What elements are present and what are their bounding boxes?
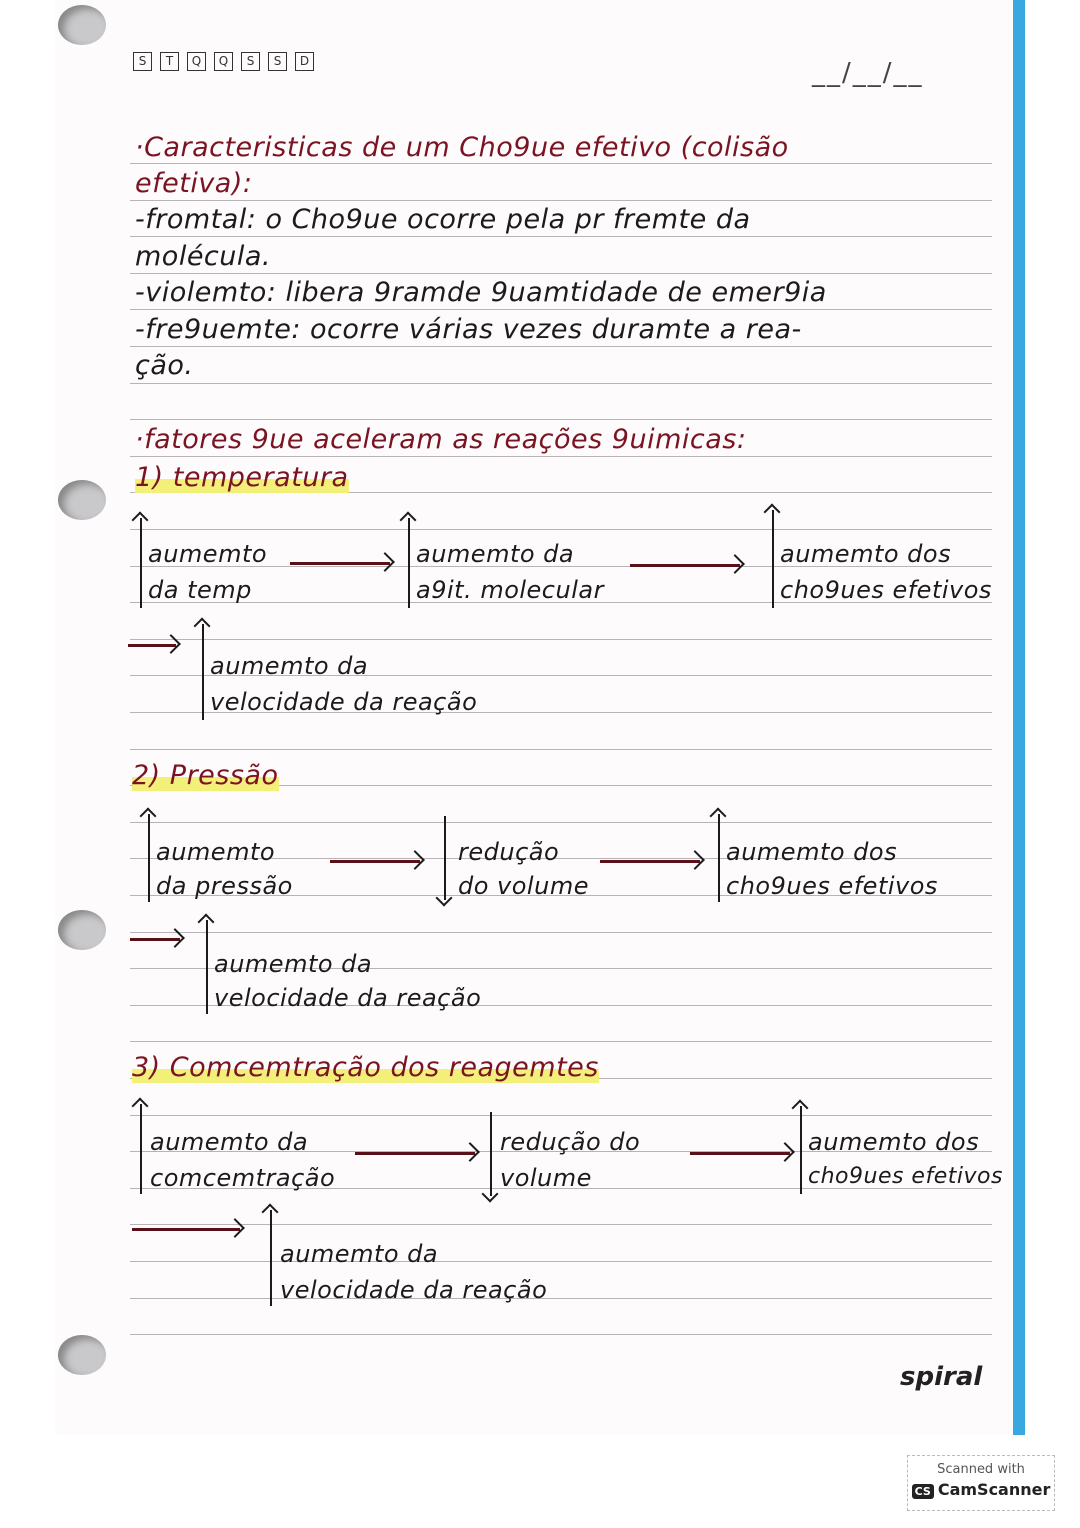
step-text: aumemto dos (726, 838, 898, 866)
right-arrow-icon (132, 1228, 240, 1231)
ruled-line (130, 200, 992, 201)
step-text: velocidade da reação (210, 688, 478, 716)
up-arrow-icon (206, 920, 208, 1014)
weekday-boxes (133, 52, 314, 71)
ruled-line (130, 749, 992, 750)
step-text: aumemto dos (808, 1128, 980, 1156)
camscanner-label: CamScanner (937, 1480, 1051, 1499)
step-text: da temp (148, 576, 252, 604)
factor-heading: 1) temperatura (135, 462, 349, 493)
up-arrow-icon (140, 518, 142, 608)
ruled-line (130, 1261, 992, 1262)
ruled-line (130, 639, 992, 640)
step-text: aumemto (148, 540, 268, 568)
camscanner-logo-icon: CS (912, 1484, 934, 1499)
spiral-hole (58, 5, 106, 45)
weekday-box: S (241, 52, 260, 71)
step-text: aumemto da (210, 652, 369, 680)
weekday-box: Q (187, 52, 206, 71)
right-arrow-icon (600, 860, 700, 863)
ruled-line (130, 273, 992, 274)
step-text: cho9ues efetivos (780, 576, 992, 604)
step-text: aumemto dos (780, 540, 952, 568)
section-title: ·fatores 9ue aceleram as reações 9uimicas: (135, 424, 747, 455)
step-text: da pressão (156, 872, 293, 900)
scanned-with-label: Scanned with (937, 1462, 1025, 1477)
spiral-hole (58, 910, 106, 950)
right-arrow-icon (630, 564, 740, 567)
page-edge (1013, 0, 1025, 1435)
note-line: -fromtal: o Cho9ue ocorre pela pr fremte da (135, 204, 751, 235)
weekday-box: S (133, 52, 152, 71)
ruled-line (130, 1115, 992, 1116)
up-arrow-icon (202, 624, 204, 720)
section-title: ·Caracteristicas de um Cho9ue efetivo (colisão (135, 132, 789, 163)
step-text: volume (500, 1164, 592, 1192)
spiral-hole (58, 1335, 106, 1375)
factor-heading: 2) Pressão (132, 760, 279, 791)
step-text: cho9ues efetivos (726, 872, 938, 900)
weekday-box: Q (214, 52, 233, 71)
ruled-line (130, 419, 992, 420)
spiral-hole (58, 480, 106, 520)
step-text: do volume (458, 872, 589, 900)
weekday-box: T (160, 52, 179, 71)
step-text: comcemtração (150, 1164, 336, 1192)
right-arrow-icon (330, 860, 420, 863)
up-arrow-icon (140, 1104, 142, 1194)
step-text: redução (458, 838, 560, 866)
factor-heading: 3) Comcemtração dos reagemtes (132, 1052, 599, 1083)
step-text: a9it. molecular (416, 576, 604, 604)
up-arrow-icon (408, 518, 410, 608)
right-arrow-icon (130, 938, 180, 941)
note-line: -violemto: libera 9ramde 9uamtidade de emer9ia (135, 277, 827, 308)
down-arrow-icon (444, 816, 446, 900)
note-line: -fre9uemte: ocorre várias vezes duramte a rea- (135, 314, 802, 345)
step-text: velocidade da reação (280, 1276, 548, 1304)
section-title-cont: efetiva): (135, 168, 253, 199)
weekday-box: S (268, 52, 287, 71)
ruled-line (130, 822, 992, 823)
right-arrow-icon (290, 562, 390, 565)
ruled-line (130, 456, 992, 457)
step-text: redução do (500, 1128, 641, 1156)
up-arrow-icon (772, 510, 774, 608)
step-text: aumemto da (214, 950, 373, 978)
right-arrow-icon (690, 1152, 790, 1155)
date-field: __/__/__ (812, 58, 924, 88)
ruled-line (130, 529, 992, 530)
step-text: aumemto da (280, 1240, 439, 1268)
ruled-line (130, 346, 992, 347)
ruled-line (130, 236, 992, 237)
camscanner-badge (907, 1455, 1055, 1511)
ruled-line (130, 932, 992, 933)
step-text: aumemto da (150, 1128, 309, 1156)
ruled-line (130, 163, 992, 164)
ruled-line (130, 1224, 992, 1225)
up-arrow-icon (800, 1106, 802, 1194)
ruled-line (130, 1041, 992, 1042)
step-text: aumemto (156, 838, 276, 866)
weekday-box: D (295, 52, 314, 71)
note-line: ção. (135, 350, 194, 381)
right-arrow-icon (128, 644, 176, 647)
ruled-line (130, 1334, 992, 1335)
ruled-line (130, 1298, 992, 1299)
up-arrow-icon (270, 1210, 272, 1306)
step-text: velocidade da reação (214, 984, 482, 1012)
note-line: molécula. (135, 241, 272, 272)
step-text: cho9ues efetivos (808, 1164, 1003, 1189)
right-arrow-icon (355, 1152, 475, 1155)
up-arrow-icon (718, 814, 720, 902)
down-arrow-icon (490, 1112, 492, 1196)
step-text: aumemto da (416, 540, 575, 568)
up-arrow-icon (148, 814, 150, 902)
ruled-line (130, 309, 992, 310)
brand-logo: spiral (900, 1362, 983, 1392)
ruled-line (130, 383, 992, 384)
